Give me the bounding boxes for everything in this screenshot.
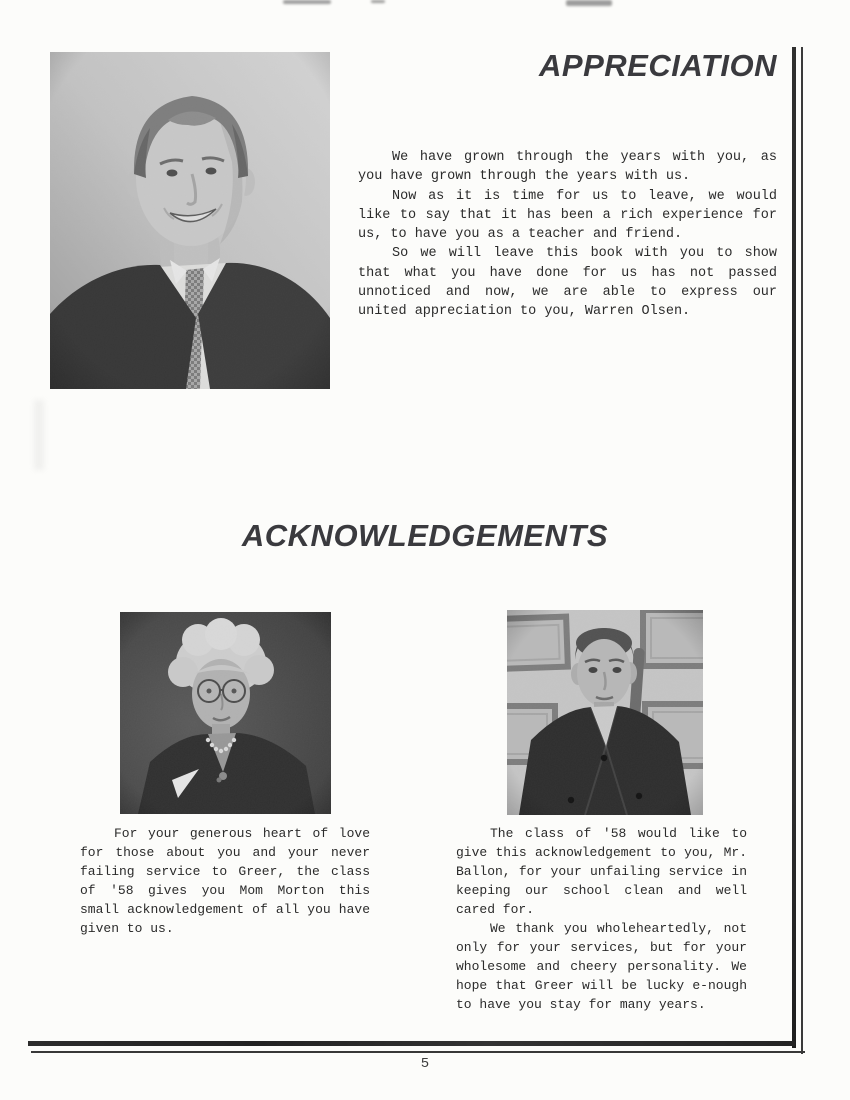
scan-smudge <box>283 0 331 4</box>
bottom-border-rule-thin <box>31 1051 805 1053</box>
page-number: 5 <box>420 1056 430 1072</box>
scan-smudge <box>566 0 612 6</box>
portrait-photo-mom-morton <box>120 612 331 814</box>
acknowledgement-ballon-paragraphs <box>456 824 747 1014</box>
acknowledgement-morton-paragraphs <box>80 824 370 938</box>
paragraph: For your generous heart of love for those about you and your never failing service to Greer, the class of '58 gives you Mom Morton this small acknowledgement of all you have given to us. <box>80 826 370 936</box>
scan-smudge <box>34 400 44 470</box>
portrait-photo-mr-ballon <box>507 610 703 815</box>
paragraph: Now as it is time for us to leave, we would like to say that it has been a rich experience for us, to have you as a teacher and friend. <box>358 188 777 243</box>
right-border-rule-thick <box>792 47 796 1048</box>
acknowledgements-heading: ACKNOWLEDGEMENTS <box>241 518 609 553</box>
scan-smudge <box>371 0 385 3</box>
paragraph: We thank you wholeheartedly, not only for your services, but for your wholesome and cheery personality. We hope that Greer will be lucky e-nough to have you stay for many years. <box>456 921 747 1012</box>
appreciation-heading: APPRECIATION <box>539 48 777 83</box>
bottom-border-rule-thick <box>28 1041 795 1046</box>
paragraph: So we will leave this book with you to show that what you have done for us has not passed unnoticed and now, we are able to express our united appreciation to you, Warren Olsen. <box>358 246 777 320</box>
portrait-photo-warren-olsen <box>50 52 330 389</box>
paragraph: We have grown through the years with you, as you have grown through the years with us. <box>358 150 777 185</box>
right-border-rule-thin <box>801 47 803 1054</box>
paragraph: The class of '58 would like to give this acknowledgement to you, Mr. Ballon, for your unfailing service in keeping our school clean and well cared for. <box>456 826 747 917</box>
appreciation-paragraphs <box>358 148 777 322</box>
